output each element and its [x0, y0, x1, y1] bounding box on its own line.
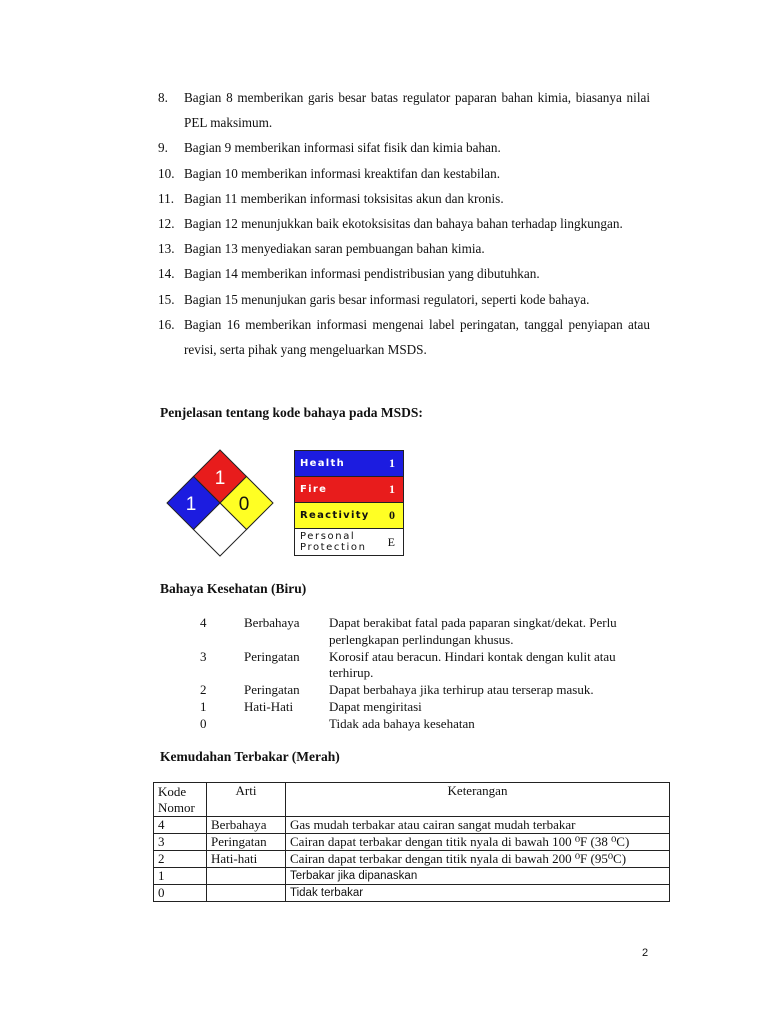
health-hazard-heading: Bahaya Kesehatan (Biru): [160, 581, 307, 596]
health-row: 1 Hati-Hati Dapat mengiritasi: [200, 698, 422, 714]
header-meaning: Arti: [207, 783, 286, 817]
header-description: Keterangan: [286, 783, 670, 817]
nfpa-legend: [294, 450, 404, 556]
list-item: 15. Bagian 15 menunjukan garis besar informasi regulatori, seperti kode bahaya.: [158, 291, 590, 307]
diamond-left-value: 1: [185, 494, 197, 515]
legend-protection-row: Personal Protection E: [295, 529, 403, 555]
table-row: 0 Tidak terbakar: [154, 885, 670, 902]
table-row: 1 Terbakar jika dipanaskan: [154, 868, 670, 885]
legend-reactivity-row: Reactivity 0: [295, 503, 403, 529]
flammability-table: [153, 782, 670, 902]
health-hazard-list: [200, 615, 660, 733]
table-row: 3 Peringatan Cairan dapat terbakar dengan titik nyala di bawah 100 ⁰F (38 ⁰C): [154, 834, 670, 851]
legend-fire-row: Fire 1: [295, 477, 403, 503]
health-row: 2 Peringatan Dapat berbahaya jika terhirup atau terserap masuk.: [200, 682, 594, 698]
list-item: 9. Bagian 9 memberikan informasi sifat fisik dan kimia bahan.: [158, 140, 501, 156]
health-row: 0 Tidak ada bahaya kesehatan: [200, 715, 475, 731]
list-item: 12. Bagian 12 menunjukkan baik ekotoksisitas dan bahaya bahan terhadap lingkungan.: [158, 216, 623, 232]
table-row: 2 Hati-hati Cairan dapat terbakar dengan titik nyala di bawah 200 ⁰F (95⁰C): [154, 851, 670, 868]
list-item: 16. Bagian 16 memberikan informasi mengenai label peringatan, tanggal penyiapan atau revisi, serta pihak yang mengeluarkan MSDS.: [158, 316, 650, 358]
health-row: 3 Peringatan Korosif atau beracun. Hindari kontak dengan kulit atau terhirup.: [200, 648, 616, 681]
diamond-top-value: 1: [214, 468, 226, 489]
flammability-heading: Kemudahan Terbakar (Merah): [160, 749, 340, 764]
header-code: Kode Nomor: [154, 783, 207, 817]
list-item: 14. Bagian 14 memberikan informasi pendistribusian yang dibutuhkan.: [158, 266, 540, 282]
list-item: 11. Bagian 11 memberikan informasi toksisitas akun dan kronis.: [158, 190, 504, 206]
table-row: 4 Berbahaya Gas mudah terbakar atau cairan sangat mudah terbakar: [154, 817, 670, 834]
nfpa-diamond-icon: [165, 448, 275, 558]
list-item: 8. Bagian 8 memberikan garis besar batas regulator paparan bahan kimia, biasanya nilai PEL maksimum.: [158, 90, 650, 131]
legend-health-row: Health 1: [295, 451, 403, 477]
list-item: 10. Bagian 10 memberikan informasi kreaktifan dan kestabilan.: [158, 165, 501, 181]
msds-section-list: [158, 85, 650, 362]
page-number: 2: [642, 947, 649, 959]
list-item: 13. Bagian 13 menyediakan saran pembuangan bahan kimia.: [158, 241, 485, 257]
health-row: 4 Berbahaya Dapat berakibat fatal pada paparan singkat/dekat. Perlu perlengkapan perlindungan khusus.: [200, 615, 617, 647]
msds-hazard-code-heading: Penjelasan tentang kode bahaya pada MSDS:: [160, 405, 423, 420]
table-header-row: [154, 783, 670, 817]
diamond-right-value: 0: [238, 494, 250, 515]
